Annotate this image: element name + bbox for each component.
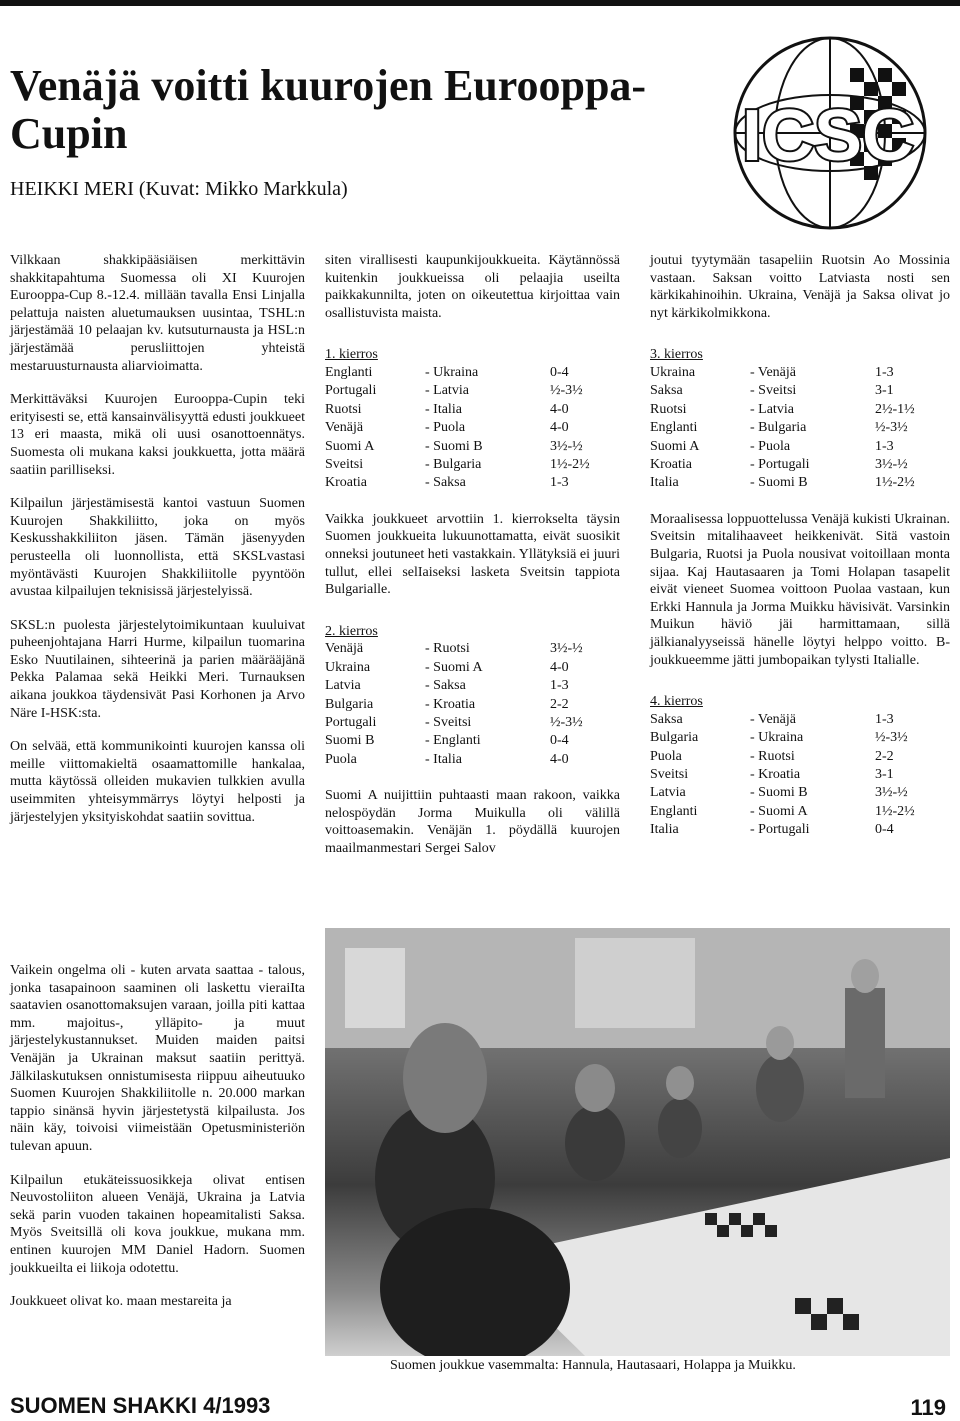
match-score: 3½-½ — [875, 457, 908, 472]
away-team: - Italia — [425, 751, 462, 767]
result-row — [650, 401, 915, 419]
article-title: Venäjä voitti kuurojen Eurooppa-Cupin — [10, 61, 647, 158]
match-score: ½-3½ — [550, 383, 583, 399]
result-row — [325, 419, 590, 437]
round-title: 2. kierros — [325, 623, 378, 639]
home-team: Saksa — [650, 711, 683, 727]
result-row — [325, 382, 590, 400]
away-team: - Puola — [750, 438, 791, 454]
home-team: Portugali — [325, 715, 377, 730]
round-2-results — [325, 623, 620, 769]
away-team: - Latvia — [750, 401, 794, 417]
away-team: - Bulgaria — [750, 420, 807, 436]
publication-footer: SUOMEN SHAKKI 4/1993 — [10, 1393, 271, 1418]
column-1-lower — [10, 962, 305, 1327]
results-table — [650, 364, 915, 493]
home-team: Latvia — [650, 785, 686, 801]
home-team: Italia — [650, 822, 679, 838]
match-score: 1½-2½ — [875, 803, 915, 819]
away-team: - Sveitsi — [750, 383, 797, 399]
home-team: Kroatia — [650, 457, 692, 472]
column-2 — [325, 252, 620, 874]
match-score: 1-3 — [550, 475, 569, 491]
round-3-results — [650, 346, 950, 492]
home-team: Venäjä — [325, 420, 364, 436]
home-team: Latvia — [325, 678, 361, 694]
result-row — [650, 438, 915, 456]
paragraph: Vaikka joukkueet arvottiin 1. kierrokselta täysin Suomen joukkueita lukuunottamatta, eivät suosikit onneksi joutuneet heti vastakkain. Yllätyksiä ei juuri tullut, ellei selIaiseksi lasketa Sveitsin tappiota Bulgarialle. — [325, 511, 620, 598]
away-team: - Puola — [425, 420, 466, 436]
home-team: Puola — [325, 751, 357, 767]
page-number: 119 — [910, 1395, 946, 1420]
round-title: 4. kierros — [650, 694, 703, 710]
icsc-logo — [700, 28, 950, 238]
result-row — [650, 474, 915, 492]
away-team: - Venäjä — [750, 711, 796, 727]
match-score: 3½-½ — [550, 438, 583, 454]
away-team: - Saksa — [425, 475, 466, 491]
match-score: 1½-2½ — [550, 457, 590, 472]
home-team: Bulgaria — [325, 696, 374, 712]
paragraph: siten virallisesti kaupunkijoukkueita. Käytännössä kuitenkin joukkueissa oli pelaajia useilta paikkakunnilta, joten on oikeutettua kirjoittaa vain osallistuvista maista. — [325, 253, 620, 321]
round-4-results — [650, 693, 950, 839]
match-score: 0-4 — [875, 822, 894, 838]
result-row — [325, 696, 583, 714]
away-team: - Suomi B — [750, 475, 808, 491]
match-score: 1-3 — [550, 678, 569, 694]
home-team: Venäjä — [325, 641, 364, 657]
round-title: 3. kierros — [650, 347, 703, 363]
home-team: Ukraina — [325, 659, 371, 675]
top-rule — [0, 0, 960, 6]
home-team: Englanti — [650, 420, 698, 436]
result-row — [650, 364, 915, 382]
match-score: 4-0 — [550, 401, 569, 417]
paragraph: Kilpailun järjestämisestä kantoi vastuun Suomen Kuurojen Shakkiliitto, joka on myös Keskusshakkiliiton jäsen. Tämän jäsenyyden perusteella oli luonnollista, että SKSLvastasi myöntävästi Kuurojen Shakkiliitolle pyyntöön avustaa kilpailujen teknisissä järjestelyissä. — [10, 496, 305, 600]
result-row — [650, 766, 915, 784]
home-team: Suomi A — [325, 438, 375, 454]
away-team: - Italia — [425, 401, 462, 417]
paragraph: Vaikein ongelma oli - kuten arvata saattaa - talous, jonka tasapainoon saaminen oli laskettu vieraiIta saatavien osanottomaksujen varaan, joilla piti kattaa mm. majoitus-, ylläpito- ja muut järjestelykustannukset. Muiden maiden paitsi Venäjän ja Ukrainan maksut saatiin perittyä. Jälkilaskutuksen onnistumisesta riippuu aiheutuuko Suomen Kuurojen Shakkiliitolle n. 20.000 markan tappio sinänsä hyvin järjestetystä kilpailusta. Jos näin käy, toivoisi viimeistään Opetusministeriön tulevan apuun. — [10, 963, 305, 1154]
round-1-results — [325, 346, 620, 492]
result-row — [325, 751, 583, 769]
home-team: Sveitsi — [650, 766, 689, 782]
match-score: ½-3½ — [875, 420, 908, 436]
result-row — [650, 456, 915, 474]
paragraph: joutui tyytymään tasapeliin Ruotsin Ao Mossinia vastaan. Saksan voitto Latviasta nosti sen kärkikahinoihin. Ukraina, Venäjä ja Saksa olivat jo nyt kärkikolmikkona. — [650, 253, 950, 321]
home-team: Portugali — [325, 383, 377, 399]
article-byline: HEIKKI MERI (Kuvat: Mikko Markkula) — [10, 178, 348, 200]
result-row — [325, 456, 590, 474]
away-team: - Portugali — [750, 457, 810, 472]
paragraph: Suomi A nuijittiin puhtaasti maan rakoon, vaikka nelospöydän Jorma Muikulla oli välillä voittoasemakin. Venäjän 1. pöydällä kuurojen maailmanmestari Sergei Salov — [325, 788, 620, 856]
column-1 — [10, 252, 305, 842]
match-score: 1½-2½ — [875, 475, 915, 491]
results-table — [650, 711, 915, 840]
away-team: - Ukraina — [750, 730, 804, 746]
away-team: - Venäjä — [750, 364, 796, 380]
home-team: Italia — [650, 475, 679, 491]
away-team: - Suomi B — [750, 785, 808, 801]
away-team: - Kroatia — [750, 766, 801, 782]
away-team: - Saksa — [425, 678, 466, 694]
away-team: - Kroatia — [425, 696, 476, 712]
match-score: 1-3 — [875, 364, 894, 380]
away-team: - Ruotsi — [750, 748, 795, 764]
home-team: Ruotsi — [325, 401, 362, 417]
paragraph: Vilkkaan shakkipääsiäisen merkittävin shakkitapahtuma Suomessa oli XI Kuurojen Eurooppa-Cup 8.-12.4. millään tavalla Ensi Linjalla pelattuja naisten aluetumauksen uusintaa, TSHL:n järjestämää 10 pelaajan kv. kutsuturnausta ja HSL:n järjestämää perusliittojen yhteistä mestaruusturnausta aliarvioimatta. — [10, 253, 305, 374]
match-score: 2-2 — [550, 696, 569, 712]
match-score: 2½-1½ — [875, 401, 915, 417]
paragraph: Merkittäväksi Kuurojen Eurooppa-Cupin teki erityisesti se, että kansainvälisyyttä edusti joukkueet 13 eri maasta, mikä oli uusi osanottoennätys. Suomesta oli mukana kaksi joukkuetta, jotta määrä saatiin parilliseksi. — [10, 392, 305, 478]
match-score: 3-1 — [875, 383, 894, 399]
home-team: Englanti — [650, 803, 698, 819]
match-score: 4-0 — [550, 751, 569, 767]
result-row — [325, 732, 583, 750]
home-team: Ukraina — [650, 364, 696, 380]
match-score: 0-4 — [550, 733, 569, 749]
paragraph: Moraalisessa loppuottelussa Venäjä kukisti Ukrainan. Sveitsin mitalihaaveet heikkenivät. Sitä vastoin Bulgaria, Ruotsi ja Puola nousivat voitoillaan monta sijaa. Kaj Hautasaaren ja Tomi Holapan tasapelit eivät vieneet Suomea voittoon Puolaa vastaan, kun Erkki Hannula ja Jorma Muikku hävisivät. Varsinkin Muikun häviö jäi harmittamaan, sillä jälkianalyyseissä hänelle löytyi helppo voitto. B-joukkueemme jätti jumbopaikan tylysti Italialle. — [650, 511, 950, 668]
result-row — [650, 784, 915, 802]
home-team: Englanti — [325, 364, 373, 380]
results-table — [325, 640, 583, 769]
home-team: Saksa — [650, 383, 683, 399]
paragraph: SKSL:n puolesta järjestelytoimikuntaan kuuluivat puheenjohtajana Harri Hurme, kilpailun tuomarina Esko Nuutilainen, sihteerinä ja parien määrääjänä Pekka Palamaa sekä Heikki Meri. Turnauksen aikana joukkoa täydensivät Pasi Korhonen ja Arvo Näre I-HSK:sta. — [10, 617, 305, 721]
away-team: - Portugali — [750, 822, 810, 838]
home-team: Sveitsi — [325, 457, 364, 472]
result-row — [650, 711, 915, 729]
match-score: 3-1 — [875, 766, 894, 782]
result-row — [325, 714, 583, 732]
result-row — [650, 803, 915, 821]
match-score: ½-3½ — [550, 715, 583, 730]
result-row — [325, 659, 583, 677]
result-row — [325, 364, 590, 382]
result-row — [650, 729, 915, 747]
result-row — [325, 474, 590, 492]
result-row — [650, 748, 915, 766]
match-score: 3½-½ — [875, 785, 908, 801]
result-row — [650, 821, 915, 839]
paragraph: Joukkueet olivat ko. maan mestareita ja — [10, 1294, 232, 1310]
home-team: Suomi B — [325, 733, 375, 749]
home-team: Suomi A — [650, 438, 700, 454]
result-row — [325, 677, 583, 695]
match-score: 0-4 — [550, 364, 569, 380]
home-team: Kroatia — [325, 475, 367, 491]
away-team: - Suomi A — [425, 659, 483, 675]
match-score: 3½-½ — [550, 641, 583, 657]
home-team: Ruotsi — [650, 401, 687, 417]
match-score: 4-0 — [550, 420, 569, 436]
away-team: - Latvia — [425, 383, 469, 399]
results-table — [325, 364, 590, 493]
result-row — [325, 640, 583, 658]
away-team: - Suomi B — [425, 438, 483, 454]
match-score: 1-3 — [875, 711, 894, 727]
result-row — [650, 419, 915, 437]
away-team: - Suomi A — [750, 803, 808, 819]
match-score: 1-3 — [875, 438, 894, 454]
match-score: 4-0 — [550, 659, 569, 675]
logo-text: ICSC — [741, 96, 915, 176]
team-photo — [325, 928, 950, 1356]
result-row — [325, 401, 590, 419]
away-team: - Sveitsi — [425, 715, 472, 730]
home-team: Puola — [650, 748, 682, 764]
result-row — [650, 382, 915, 400]
away-team: - Bulgaria — [425, 457, 482, 472]
paragraph: Kilpailun etukäteissuosikkeja olivat entisen Neuvostoliiton alueen Venäjä, Ukraina ja Latvia sekä parin vuoden takainen hopeamitalisti Saksa. Myös Sveitsillä oli kova joukkue, mukana mm. entinen kuurojen MM Daniel Hadorn. Suomen joukkueilta ei liikoja odotettu. — [10, 1172, 305, 1276]
away-team: - Englanti — [425, 733, 481, 749]
match-score: ½-3½ — [875, 730, 908, 746]
away-team: - Ruotsi — [425, 641, 470, 657]
away-team: - Ukraina — [425, 364, 479, 380]
paragraph: On selvää, että kommunikointi kuurojen kanssa oli meille viittomakieltä osaamattomille hankalaa, mutta käytössä olleiden mukavien tulkkien avulla useimmiten yhteisymmärrys löytyi helposti ja järjestelyjen yksityiskohdat saatiin sovittua. — [10, 739, 305, 825]
match-score: 2-2 — [875, 748, 894, 764]
result-row — [325, 438, 590, 456]
round-title: 1. kierros — [325, 347, 378, 363]
column-3 — [650, 252, 950, 858]
photo-caption: Suomen joukkue vasemmalta: Hannula, Hautasaari, Holappa ja Muikku. — [390, 1358, 796, 1373]
home-team: Bulgaria — [650, 730, 699, 746]
